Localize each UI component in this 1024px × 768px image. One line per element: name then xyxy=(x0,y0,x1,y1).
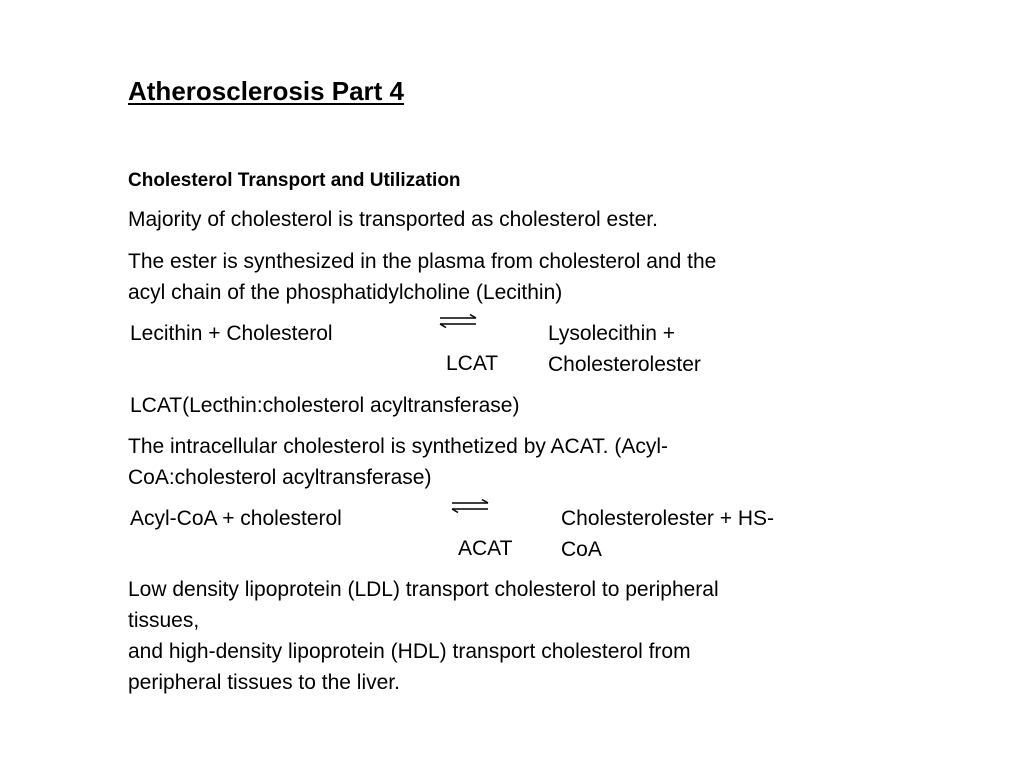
reaction-reactants: Lecithin + Cholesterol xyxy=(130,322,333,345)
text-line: CoA:cholesterol acyltransferase) xyxy=(128,466,432,489)
enzyme-label: ACAT xyxy=(458,537,513,560)
text-line: Majority of cholesterol is transported as cholesterol ester. xyxy=(128,208,658,231)
text-line: and high-density lipoprotein (HDL) transport cholesterol from xyxy=(128,640,691,663)
text-line: Cholesterolester + HS- xyxy=(561,507,775,530)
text-line: The ester is synthesized in the plasma from cholesterol and the xyxy=(128,250,717,273)
text-line: Cholesterolester xyxy=(548,353,701,376)
text-line: peripheral tissues to the liver. xyxy=(128,671,400,694)
reaction-products xyxy=(548,318,701,380)
text-line: Low density lipoprotein (LDL) transport cholesterol to peripheral xyxy=(128,578,719,601)
paragraph-cholesterol-ester xyxy=(128,204,868,235)
section-heading: Cholesterol Transport and Utilization xyxy=(128,170,461,191)
paragraph-acat xyxy=(128,431,868,493)
text-line: LCAT(Lecthin:cholesterol acyltransferase) xyxy=(130,394,520,417)
equilibrium-arrow-icon xyxy=(436,314,480,328)
reaction-products xyxy=(561,503,774,565)
text-line: The intracellular cholesterol is synthetized by ACAT. (Acyl- xyxy=(128,435,668,458)
paragraph-ester-synthesis xyxy=(128,246,868,308)
reaction-reactants: Acyl-CoA + cholesterol xyxy=(130,507,342,530)
paragraph-lcat-definition xyxy=(130,390,870,421)
text-line: tissues, xyxy=(128,609,200,632)
text-line: CoA xyxy=(561,538,602,561)
equilibrium-arrow-icon xyxy=(448,499,492,513)
paragraph-lipoproteins xyxy=(128,574,868,698)
text-line: Lysolecithin + xyxy=(548,322,676,345)
text-line: acyl chain of the phosphatidylcholine (Lecithin) xyxy=(128,281,563,304)
enzyme-label: LCAT xyxy=(446,352,499,375)
page-title: Atherosclerosis Part 4 xyxy=(128,76,405,106)
